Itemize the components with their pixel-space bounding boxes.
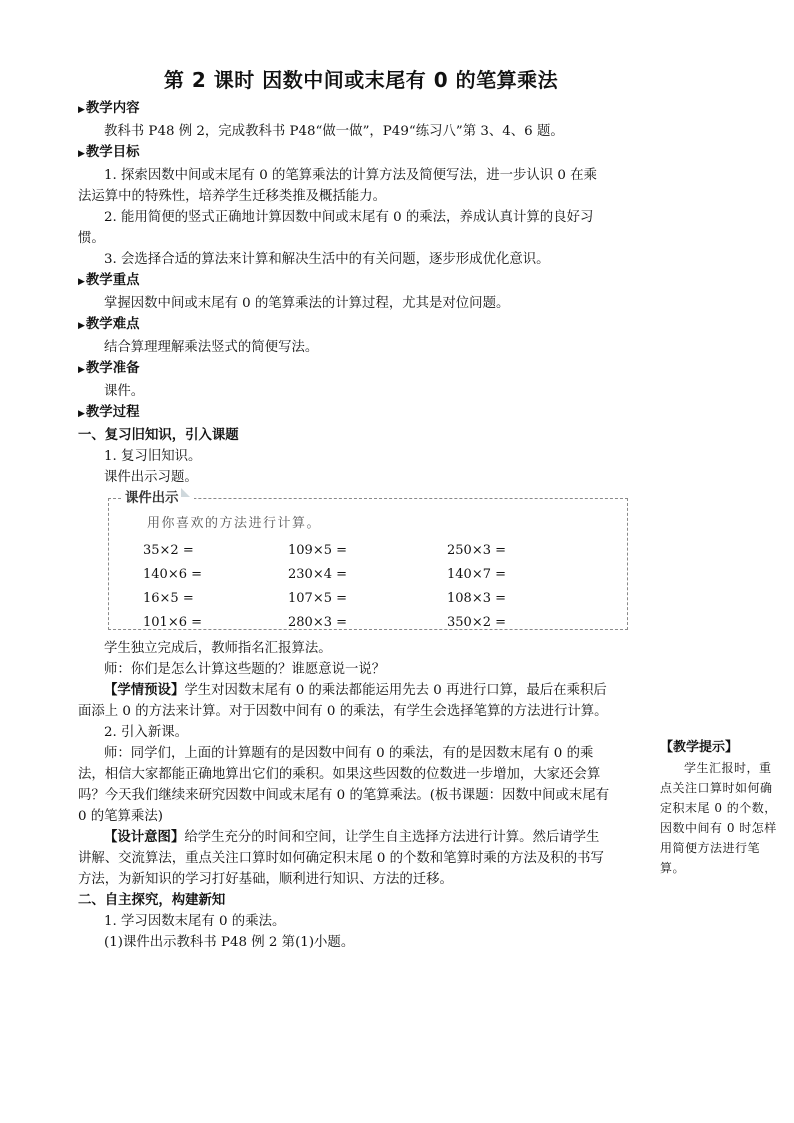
prep-text: 课件。	[104, 384, 145, 399]
xueqing-tag: 【学情预设】	[104, 683, 185, 698]
exercise-row	[143, 563, 623, 587]
exercise-row	[143, 587, 623, 611]
part2-heading: 二、自主探究，构建新知	[78, 893, 226, 908]
part2-sub1: (1)课件出示教科书 P48 例 2 第(1)小题。	[104, 935, 355, 950]
exercise-box	[108, 491, 628, 630]
exercise-item: 16×5 =	[143, 591, 194, 606]
exercise-row	[143, 539, 623, 563]
exercise-item: 107×5 =	[288, 591, 348, 606]
corner-fold-icon	[181, 488, 190, 497]
triangle-bullet-icon: ▶	[78, 321, 85, 331]
exercise-item: 35×2 =	[143, 543, 194, 558]
goal-item: 2. 能用简便的竖式正确地计算因数中间或末尾有 0 的乘法，养成认真计算的良好习惯。	[78, 210, 594, 246]
section-heading-content: ▶教学内容	[78, 101, 140, 116]
section-heading-goals: ▶教学目标	[78, 145, 140, 160]
xueqing-paragraph	[78, 680, 610, 722]
part1-show: 课件出示习题。	[104, 470, 198, 485]
triangle-bullet-icon: ▶	[78, 409, 85, 419]
sheji-paragraph	[78, 827, 610, 890]
exercise-item: 280×3 =	[288, 615, 348, 630]
section-heading-prep: ▶教学准备	[78, 361, 140, 376]
part1-step2: 2. 引入新课。	[104, 725, 188, 740]
exercise-item: 109×5 =	[288, 543, 348, 558]
exercise-item: 101×6 =	[143, 615, 203, 630]
triangle-bullet-icon: ▶	[78, 149, 85, 159]
teacher-intro: 师：同学们，上面的计算题有的是因数中间有 0 的乘法，有的是因数末尾有 0 的乘法，相信大家都能正确地算出它们的乘积。如果这些因数的位数进一步增加，大家还会算吗？今天我们继续来研究因数中间或末尾有 0 的笔算乘法。(板书课题：因数中间或末尾有 0 的笔算乘法)	[78, 746, 610, 824]
difficult-text: 结合算理理解乘法竖式的简便写法。	[104, 340, 319, 355]
goal-item: 1. 探索因数中间或末尾有 0 的笔算乘法的计算方法及简便写法，进一步认识 0 在乘法运算中的特殊性，培养学生迁移类推及概括能力。	[78, 168, 597, 204]
triangle-bullet-icon: ▶	[78, 365, 85, 375]
sheji-text: 给学生充分的时间和空间，让学生自主选择方法进行计算。然后请学生讲解、交流算法，重点关注口算时如何确定积末尾 0 的个数和笔算时乘的方法及积的书写方法，为新知识的学习打好基础，顺利进行知识、方法的迁移。	[78, 830, 604, 887]
section-heading-process: ▶教学过程	[78, 405, 140, 420]
page-title: 第 2 课时 因数中间或末尾有 0 的笔算乘法	[163, 68, 559, 92]
sidebar-text: 学生汇报时，重点关注口算时如何确定积末尾 0 的个数，因数中间有 0 时怎样用简便方法进行笔算。	[660, 761, 777, 875]
exercise-box-title: 课件出示	[121, 488, 194, 509]
exercise-item: 108×3 =	[447, 591, 507, 606]
triangle-bullet-icon: ▶	[78, 277, 85, 287]
exercise-item: 350×2 =	[447, 615, 507, 630]
exercise-item: 250×3 =	[447, 543, 507, 558]
exercise-item: 140×6 =	[143, 567, 203, 582]
part2-step1: 1. 学习因数末尾有 0 的乘法。	[104, 914, 286, 929]
exercise-grid	[143, 539, 623, 635]
exercise-row	[143, 611, 623, 635]
teaching-tip-sidebar	[660, 738, 778, 878]
sheji-tag: 【设计意图】	[104, 830, 185, 845]
lesson-body	[78, 98, 610, 953]
key-text: 掌握因数中间或末尾有 0 的笔算乘法的计算过程，尤其是对位问题。	[104, 296, 510, 311]
section-heading-difficult: ▶教学难点	[78, 317, 140, 332]
exercise-instruction: 用你喜欢的方法进行计算。	[147, 516, 322, 531]
exercise-item: 140×7 =	[447, 567, 507, 582]
xueqing-text: 学生对因数末尾有 0 的乘法都能运用先去 0 再进行口算，最后在乘积后面添上 0 的方法来计算。对于因数中间有 0 的乘法，有学生会选择笔算的方法进行计算。	[78, 683, 608, 719]
content-text: 教科书 P48 例 2，完成教科书 P48“做一做”，P49“练习八”第 3、4、6 题。	[104, 124, 564, 139]
part1-step1: 1. 复习旧知识。	[104, 449, 202, 464]
sidebar-title: 【教学提示】	[660, 740, 739, 755]
teacher-question: 师：你们是怎么计算这些题的？谁愿意说一说？	[104, 662, 386, 677]
section-heading-key: ▶教学重点	[78, 273, 140, 288]
triangle-bullet-icon: ▶	[78, 105, 85, 115]
after-box-text: 学生独立完成后，教师指名汇报算法。	[104, 641, 332, 656]
part1-heading: 一、复习旧知识，引入课题	[78, 428, 239, 443]
exercise-item: 230×4 =	[288, 567, 348, 582]
goal-item: 3. 会选择合适的算法来计算和解决生活中的有关问题，逐步形成优化意识。	[104, 252, 550, 267]
